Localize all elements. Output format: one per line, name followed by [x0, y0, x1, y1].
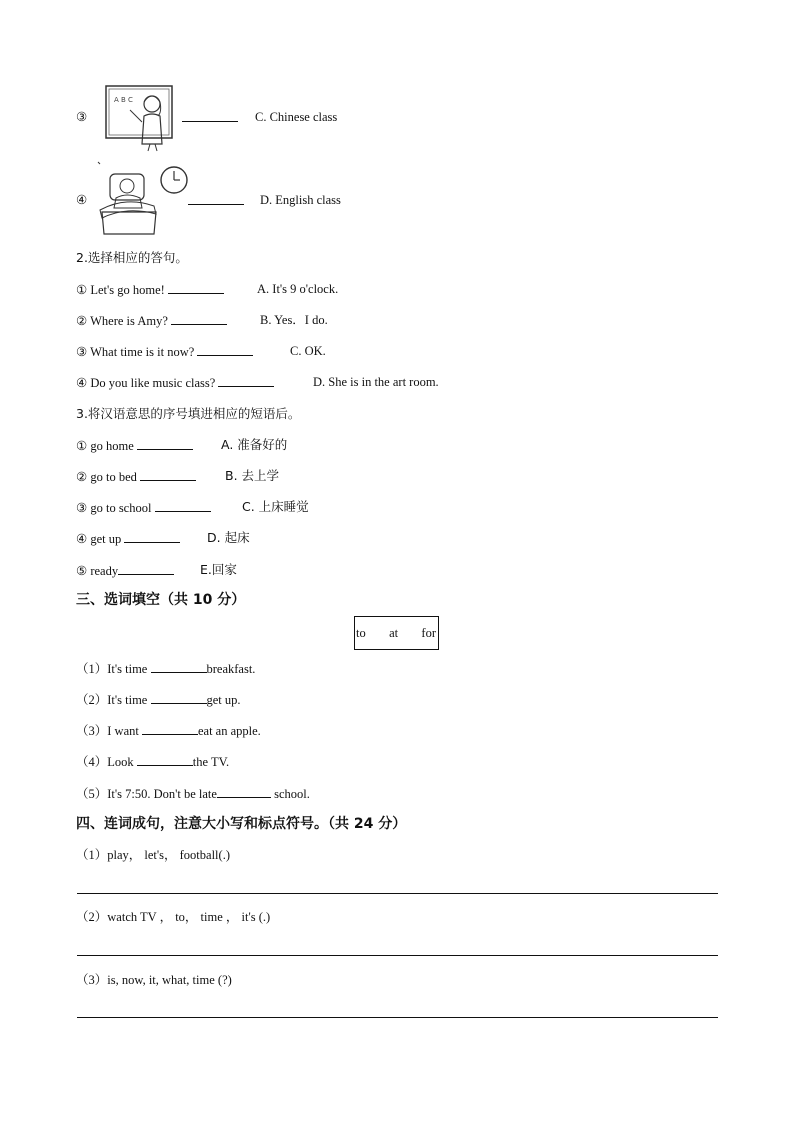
item-number: （4）	[76, 755, 108, 769]
svg-text:A B C: A B C	[114, 96, 133, 104]
fill-item-5	[76, 785, 310, 802]
word-bank-box	[354, 616, 439, 650]
q2-item-2	[76, 312, 227, 329]
item-text: It's time	[107, 693, 148, 707]
item-number: ③	[76, 345, 88, 359]
option-label: A. It's 9 o'clock.	[257, 282, 339, 296]
item-number: （3）	[76, 724, 108, 738]
item-text: go to bed	[90, 470, 137, 484]
q3-item-2	[76, 468, 196, 485]
item-number: ②	[76, 470, 88, 484]
item-text: Where is Amy?	[90, 314, 168, 328]
fill-item-3	[76, 722, 261, 739]
item-number: ③	[76, 501, 88, 515]
item-text: Do you like music class?	[90, 376, 216, 390]
word-bank-word: for	[421, 625, 436, 640]
q3-item-4	[76, 530, 180, 547]
item-text: Let's go home!	[90, 283, 165, 297]
item-number: ②	[76, 314, 88, 328]
item-text: What time is it now?	[90, 345, 195, 359]
q3-item-5	[76, 562, 174, 579]
item-number: （2）	[76, 910, 108, 924]
answer-blank[interactable]	[142, 722, 198, 735]
item-number: （3）	[76, 973, 108, 987]
answer-line[interactable]	[77, 955, 718, 956]
answer-blank[interactable]	[217, 785, 271, 798]
item-text: get up	[90, 532, 122, 546]
item-text: It's time	[107, 662, 148, 676]
sentence-item-1	[76, 847, 230, 863]
answer-blank[interactable]	[155, 499, 211, 512]
option-label: C. Chinese class	[255, 110, 338, 124]
item-text: It's 7:50. Don't be late	[107, 787, 217, 801]
q3-item-1	[76, 437, 193, 454]
item-text: go home	[90, 439, 134, 453]
option-label: D. English class	[260, 193, 341, 207]
answer-blank[interactable]	[140, 468, 196, 481]
answer-blank[interactable]	[171, 312, 227, 325]
answer-blank[interactable]	[151, 691, 207, 704]
answer-blank[interactable]	[197, 343, 253, 356]
option-label: E.回家	[200, 562, 237, 577]
answer-blank[interactable]	[137, 437, 193, 450]
option-label: B. Yes．I do.	[260, 313, 328, 327]
item-number: （1）	[76, 848, 108, 862]
item-number: （1）	[76, 662, 108, 676]
answer-line[interactable]	[77, 1017, 718, 1018]
q2-item-1	[76, 281, 224, 298]
answer-blank[interactable]	[124, 530, 180, 543]
item-number: ③	[76, 110, 88, 124]
option-label: D. 起床	[207, 530, 250, 545]
answer-blank[interactable]	[218, 374, 274, 387]
bed-and-clock-illustration	[96, 160, 192, 238]
item-number: （2）	[76, 693, 108, 707]
q2-item-3	[76, 343, 253, 360]
item-number: ④	[76, 193, 88, 207]
answer-blank[interactable]	[168, 281, 224, 294]
answer-blank[interactable]	[188, 192, 244, 209]
q3-item-3	[76, 499, 211, 516]
section-heading: 四、连词成句，注意大小写和标点符号。（共 24 分）	[76, 816, 407, 832]
section-heading: 三、选词填空（共 10 分）	[76, 592, 246, 608]
item-number: ④	[76, 376, 88, 390]
fill-item-1	[76, 660, 255, 677]
option-label: D. She is in the art room.	[313, 375, 439, 389]
sentence-item-3	[76, 972, 232, 988]
fill-item-2	[76, 691, 241, 708]
item-number: ⑤	[76, 564, 88, 578]
item-number: ①	[76, 283, 88, 297]
question-title: 2.选择相应的答句。	[76, 250, 188, 265]
item-text: Look	[107, 755, 134, 769]
item-words: watch TV ， to， time ， it's (.)	[107, 910, 271, 924]
option-label: C. 上床睡觉	[242, 499, 309, 514]
item-number: （5）	[76, 787, 108, 801]
item-text: go to school	[90, 501, 152, 515]
answer-blank[interactable]	[182, 109, 238, 126]
item-words: play， let's， football(.)	[107, 848, 230, 862]
item-words: is, now, it, what, time (?)	[107, 973, 232, 987]
item-text: the TV.	[192, 755, 230, 769]
answer-line[interactable]	[77, 893, 718, 894]
answer-blank[interactable]	[137, 753, 193, 766]
item-text: eat an apple.	[197, 724, 261, 738]
answer-blank[interactable]	[151, 660, 207, 673]
item-number: ①	[76, 439, 88, 453]
answer-blank[interactable]	[118, 562, 174, 575]
item-text: breakfast.	[206, 662, 256, 676]
word-bank-word: to	[356, 625, 366, 640]
option-label: A. 准备好的	[221, 437, 288, 452]
option-label: B. 去上学	[225, 468, 280, 483]
item-number: ④	[76, 532, 88, 546]
item-text: ready	[90, 564, 119, 578]
question-title: 3.将汉语意思的序号填进相应的短语后。	[76, 406, 301, 421]
item-text: get up.	[206, 693, 241, 707]
fill-item-4	[76, 753, 229, 770]
word-bank-word: at	[389, 625, 399, 640]
option-label: C. OK.	[290, 344, 326, 358]
teacher-blackboard-illustration	[100, 82, 178, 152]
q2-item-4	[76, 374, 274, 391]
sentence-item-2	[76, 909, 270, 925]
item-text: I want	[107, 724, 139, 738]
item-text: school.	[270, 787, 310, 801]
